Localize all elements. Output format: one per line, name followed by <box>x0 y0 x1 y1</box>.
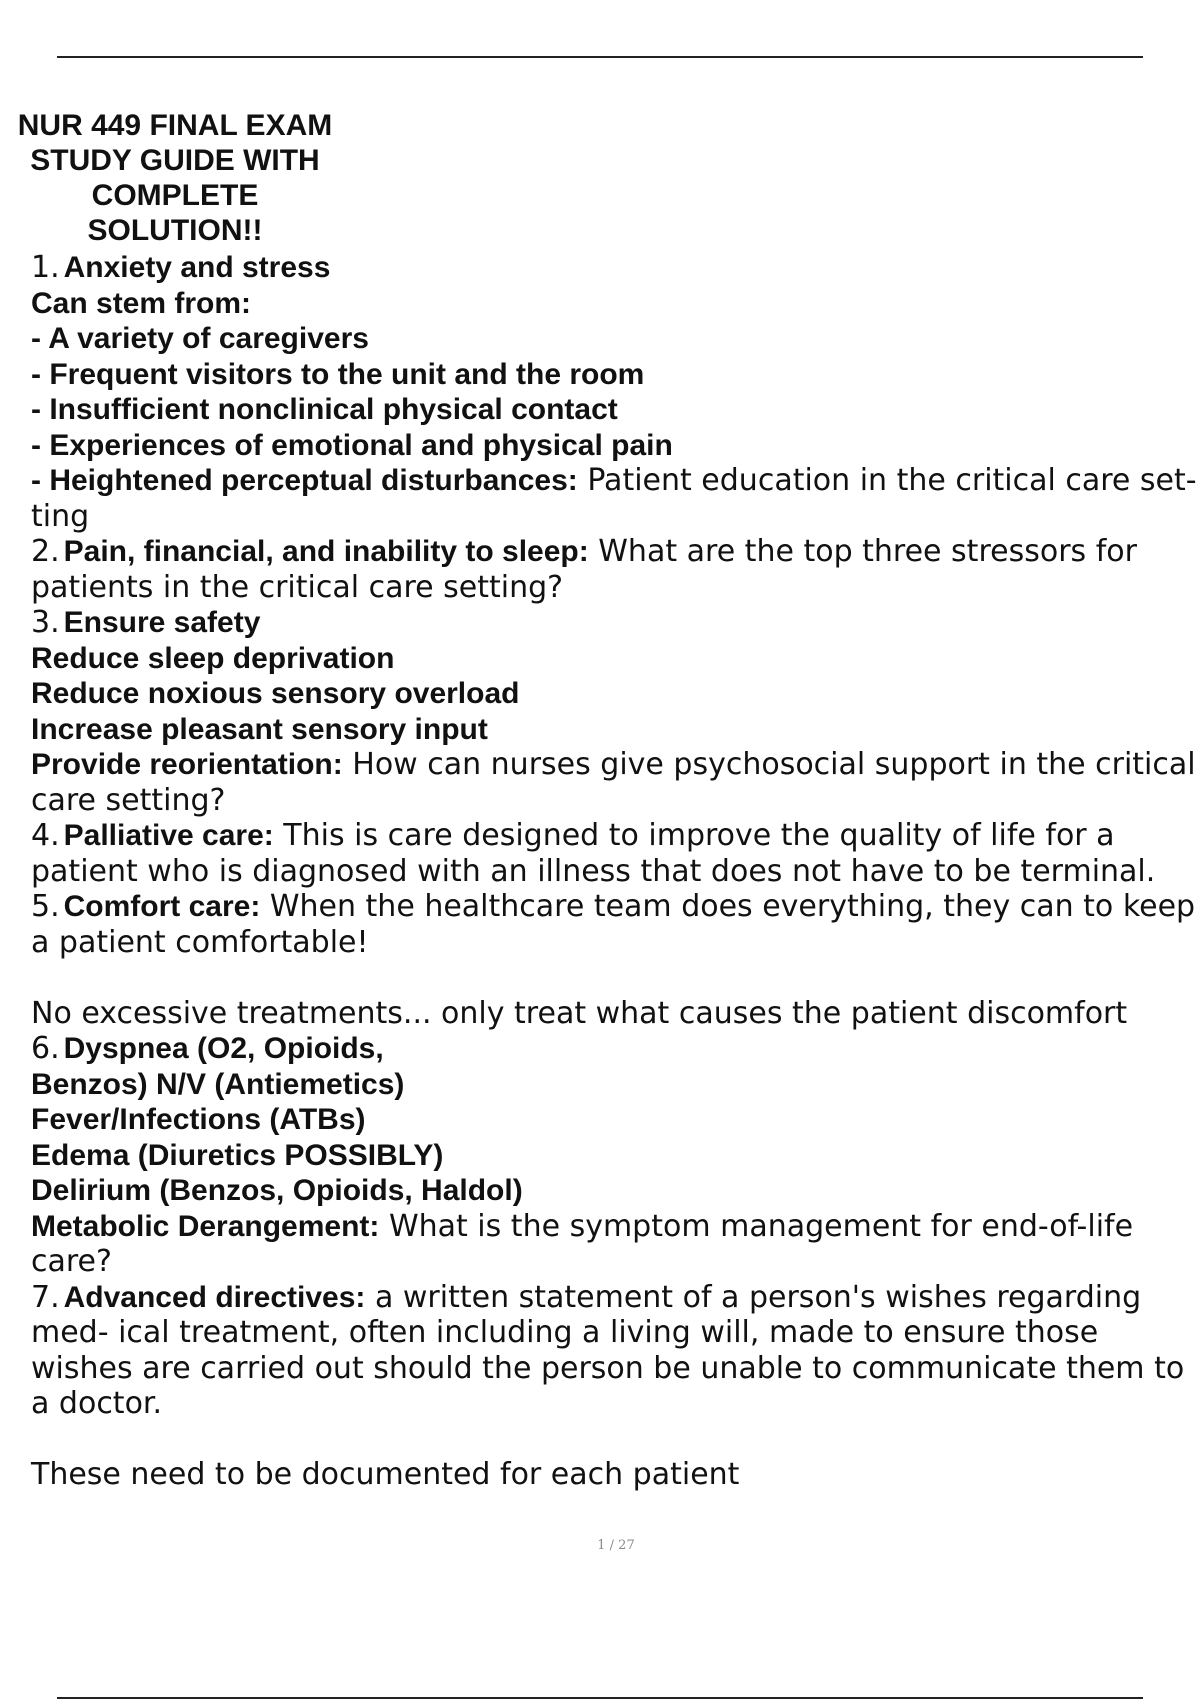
item-term: Palliative care: <box>63 819 274 852</box>
item-number: 4. <box>31 818 60 853</box>
item-6-line: Edema (Diuretics POSSIBLY) <box>31 1138 444 1172</box>
item-number: 6. <box>31 1031 60 1066</box>
blank-line <box>31 1422 1200 1458</box>
title-line-2: STUDY GUIDE WITH <box>30 144 320 177</box>
bottom-rule <box>57 1697 1143 1699</box>
item-6-line: Benzos) N/V (Antiemetics) <box>31 1067 405 1101</box>
item-2 <box>31 534 1200 605</box>
item-6-line: Fever/Infections (ATBs) <box>31 1103 366 1136</box>
blank-line <box>31 960 1200 996</box>
item-answer: This is care designed to improve the quality of life for a patient who is diagnosed with an illness that does not have to be terminal. <box>31 818 1156 889</box>
item-3-line: Reduce noxious sensory overload <box>31 677 520 710</box>
study-guide-body <box>31 250 1200 1493</box>
item-answer: a written statement of a person's wishes regarding med- ical treatment, often including a living will, made to ensure those wishes are carried out should the person be unable to communicate them to a doctor. <box>31 1279 1185 1421</box>
document-title <box>0 108 350 248</box>
item-number: 5. <box>31 889 60 924</box>
item-term: Ensure safety <box>63 606 261 639</box>
item-1-line: - Frequent visitors to the unit and the room <box>31 357 645 391</box>
item-6-line: Delirium (Benzos, Opioids, Haldol) <box>31 1174 523 1207</box>
title-line-1: NUR 449 FINAL EXAM <box>17 109 333 142</box>
item-question: How can nurses give psychosocial support in the critical care setting? <box>31 747 1196 818</box>
item-4 <box>31 818 1200 889</box>
item-number: 2. <box>31 534 60 569</box>
item-6-heading <box>31 1031 1200 1067</box>
item-5 <box>31 889 1200 960</box>
item-1-line: - A variety of caregivers <box>31 322 369 355</box>
item-term: Provide reorientation: <box>31 748 343 781</box>
item-3-question <box>31 747 1200 818</box>
item-question: What is the symptom management for end-of-life care? <box>31 1208 1134 1279</box>
item-3-line: Increase pleasant sensory input <box>31 712 488 746</box>
item-answer: When the healthcare team does everything, they can to keep a patient comfortable! <box>31 889 1196 960</box>
item-term: Advanced directives: <box>63 1280 366 1314</box>
item-3-heading <box>31 605 1200 641</box>
item-1-line: - Insufficient nonclinical physical contact <box>31 393 618 426</box>
item-1-line: - Experiences of emotional and physical pain <box>31 428 673 462</box>
item-number: 1. <box>31 250 60 285</box>
item-question: What are the top three stressors for patients in the critical care setting? <box>31 534 1137 605</box>
title-line-3: COMPLETE <box>91 179 259 212</box>
item-term: Comfort care: <box>63 890 261 923</box>
item-1-question <box>31 463 1200 534</box>
item-term: Pain, financial, and inability to sleep: <box>63 535 589 568</box>
item-term: Dyspnea (O2, Opioids, <box>63 1032 384 1065</box>
item-term: - Heightened perceptual disturbances: <box>31 464 578 497</box>
item-5-note: No excessive treatments... only treat what causes the patient discomfort <box>31 995 1128 1031</box>
item-number: 7. <box>31 1279 60 1315</box>
title-line-4: SOLUTION!! <box>87 214 263 247</box>
item-term: Anxiety and stress <box>63 251 331 284</box>
item-term: Metabolic Derangement: <box>31 1209 380 1243</box>
page-number: 1 / 27 <box>597 1538 635 1553</box>
item-7 <box>31 1280 1200 1422</box>
item-3-line: Reduce sleep deprivation <box>31 641 395 675</box>
item-1-heading <box>31 250 1200 286</box>
item-question: Patient education in the critical care set- ting <box>31 463 1197 534</box>
item-number: 3. <box>31 605 60 640</box>
top-rule <box>57 56 1143 58</box>
item-7-note: These need to be documented for each patient <box>31 1457 740 1492</box>
item-6-question <box>31 1209 1200 1280</box>
item-1-line: Can stem from: <box>31 286 252 320</box>
